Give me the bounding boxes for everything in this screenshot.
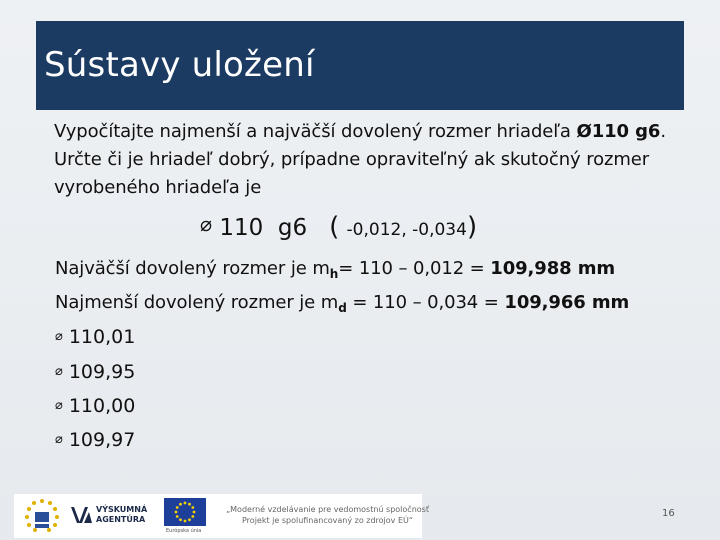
option-item [55, 429, 135, 451]
intro-text-after: . Určte či je hriadeľ dobrý, prípadne opraviteľný ak skutočný rozmer vyrobeného hriadeľa je [54, 121, 666, 198]
eu-caption: Európska únia [166, 528, 202, 534]
diameter-icon: ⌀ [55, 398, 63, 413]
diameter-icon: ⌀ [55, 329, 63, 344]
slide-title: Sústavy uložení [44, 45, 315, 85]
agency-name-line1: VÝSKUMNÁ [96, 505, 148, 514]
intro-text-before: Vypočítajte najmenší a najväčší dovolený rozmer hriadeľa [54, 121, 577, 142]
diameter-icon: ⌀ [55, 432, 63, 447]
spec-tolerance-class: g6 [277, 215, 308, 241]
footer-quote-line2: Projekt je spolufinancovaný zo zdrojov EÚ“ [242, 516, 413, 525]
option-value: 110,00 [68, 395, 136, 417]
diameter-icon: ⌀ [200, 212, 213, 236]
min-size-label: Najmenší dovolený rozmer je m [55, 292, 339, 313]
min-size-equation: = 110 – 0,034 = [346, 292, 505, 313]
option-item [55, 326, 135, 348]
max-size-label: Najväčší dovolený rozmer je m [55, 258, 330, 279]
spec-nominal: 110 [219, 215, 264, 241]
max-size-subscript: h [329, 267, 339, 281]
min-size-subscript: d [338, 301, 347, 315]
min-size-result: 109,966 mm [504, 292, 630, 313]
diameter-icon: ⌀ [55, 364, 63, 379]
max-size-line [55, 258, 615, 281]
option-item [55, 395, 135, 417]
min-size-line [55, 292, 629, 315]
spec-deviations: -0,012, -0,034 [346, 220, 467, 240]
spec-close-paren: ) [466, 212, 478, 242]
footer-quote [226, 504, 429, 526]
page-number: 16 [662, 508, 675, 519]
agency-logo-icon [70, 504, 92, 526]
spec-open-paren: ( [329, 212, 340, 242]
title-bar [36, 21, 684, 110]
option-value: 109,97 [68, 429, 136, 451]
footer-quote-line1: „Moderné vzdelávanie pre vedomostnú spoločnosť [226, 505, 429, 514]
agency-name-line2: AGENTÚRA [96, 515, 146, 524]
max-size-equation: = 110 – 0,012 = [338, 258, 491, 279]
intro-paragraph [54, 118, 679, 202]
intro-shaft-spec: Ø110 g6 [576, 121, 661, 142]
max-size-result: 109,988 mm [490, 258, 616, 279]
option-value: 110,01 [68, 326, 136, 348]
stars-emblem-icon [22, 496, 62, 536]
footer-logos [14, 494, 429, 538]
shaft-spec [200, 212, 477, 242]
eu-flag-icon [164, 498, 206, 526]
option-value: 109,95 [68, 361, 136, 383]
agency-name [96, 505, 147, 525]
option-item [55, 361, 135, 383]
